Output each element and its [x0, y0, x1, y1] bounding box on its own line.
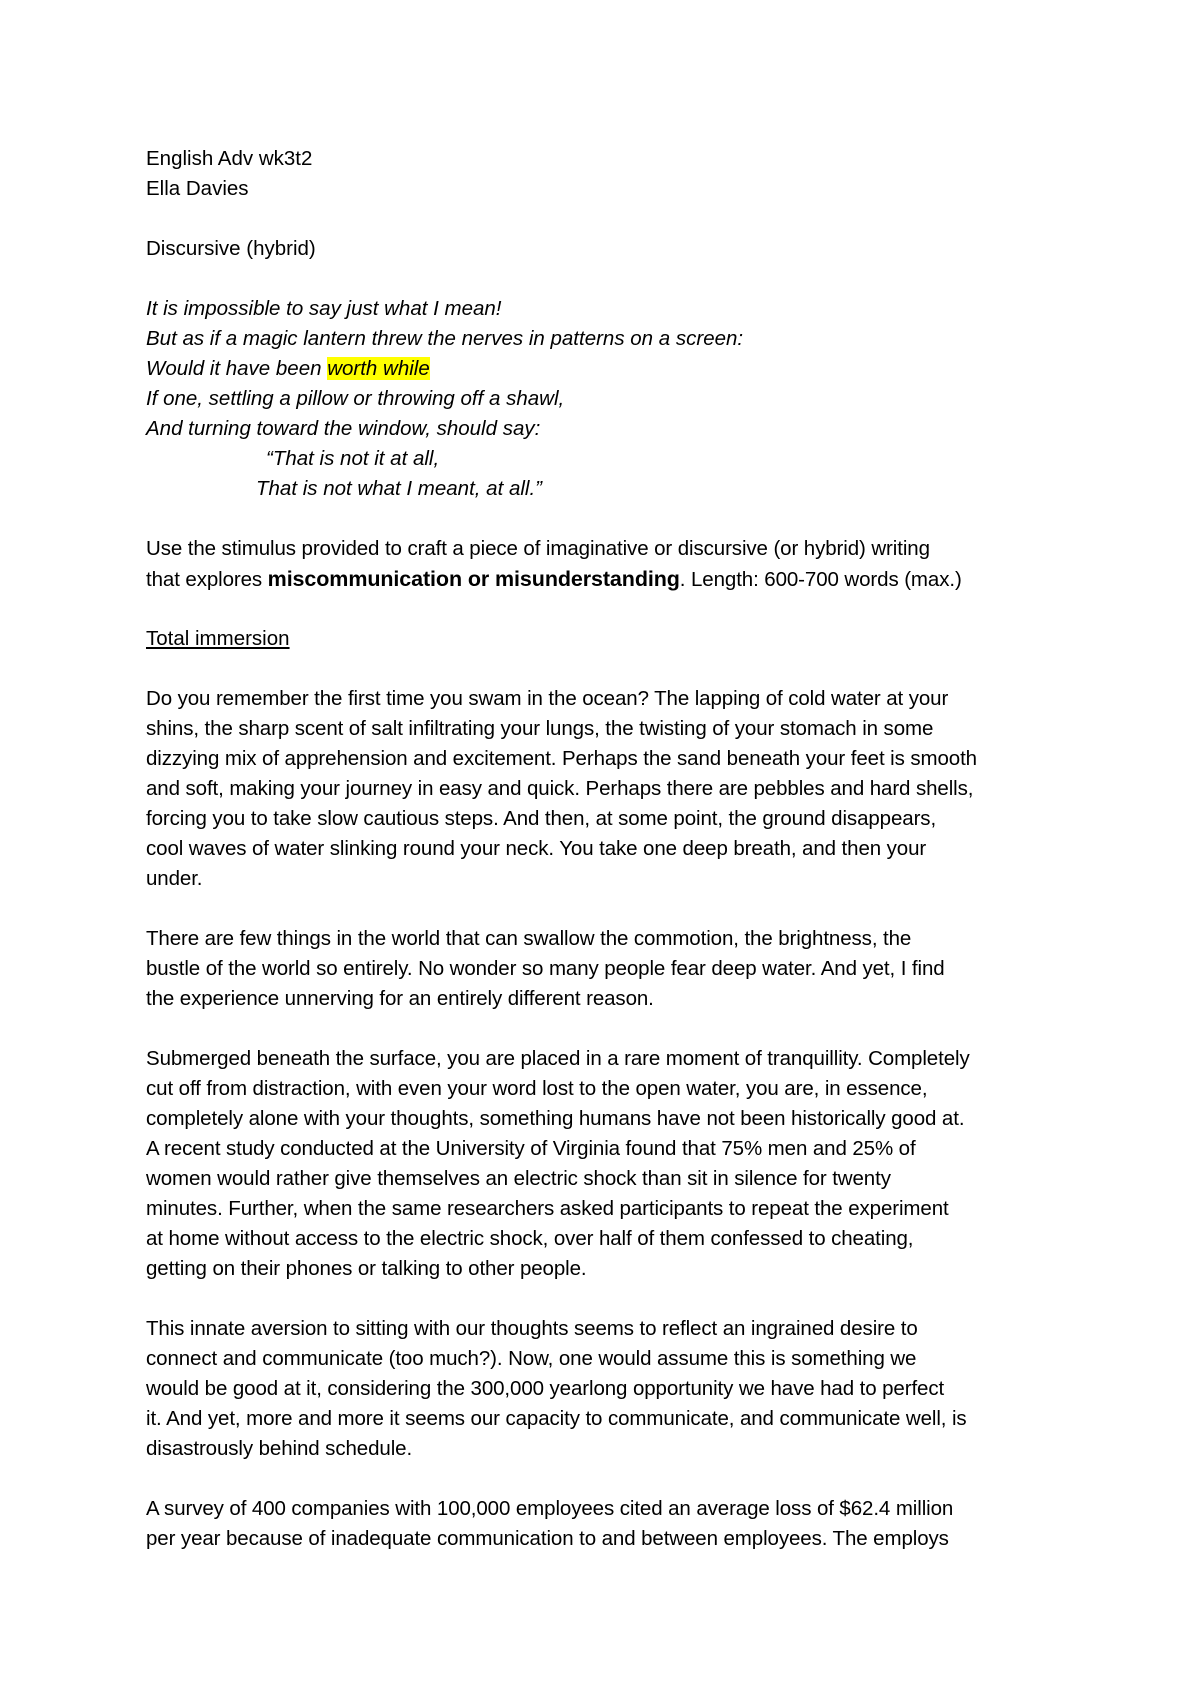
author-name: Ella Davies	[146, 177, 249, 200]
paragraph-line: This innate aversion to sitting with our thoughts seems to reflect an ingrained desire to	[146, 1317, 918, 1340]
paragraph-line: There are few things in the world that can swallow the commotion, the brightness, the	[146, 927, 912, 950]
spacer	[146, 204, 1076, 234]
spacer	[146, 654, 1076, 684]
poem-line: And turning toward the window, should say:	[146, 417, 541, 440]
spacer	[146, 1014, 1076, 1044]
spacer	[146, 594, 1076, 624]
spacer	[146, 1464, 1076, 1494]
poem-line: That is not what I meant, at all.”	[256, 477, 542, 500]
paragraph-line: Do you remember the first time you swam in the ocean? The lapping of cold water at your	[146, 687, 949, 710]
paragraph-line: per year because of inadequate communication to and between employees. The employs	[146, 1527, 949, 1550]
poem-line	[146, 354, 1076, 384]
poem-line: It is impossible to say just what I mean!	[146, 297, 502, 320]
essay-paragraph	[146, 924, 1076, 1014]
poem-line: “That is not it at all,	[266, 447, 440, 470]
paragraph-line: under.	[146, 867, 203, 890]
spacer	[146, 264, 1076, 294]
paragraph-line: A recent study conducted at the University of Virginia found that 75% men and 25% of	[146, 1137, 916, 1160]
paragraph-line: forcing you to take slow cautious steps. And then, at some point, the ground disappears,	[146, 807, 937, 830]
paragraph-line: Submerged beneath the surface, you are placed in a rare moment of tranquillity. Completely	[146, 1047, 970, 1070]
paragraph-line: and soft, making your journey in easy and quick. Perhaps there are pebbles and hard shells,	[146, 777, 974, 800]
task-prompt	[146, 534, 1076, 594]
highlighted-text: worth while	[327, 357, 430, 380]
prompt-text: that explores	[146, 568, 268, 591]
poem-line: If one, settling a pillow or throwing off a shawl,	[146, 387, 565, 410]
course-label: English Adv wk3t2	[146, 147, 313, 170]
poem-line-text: Would it have been	[146, 357, 328, 380]
paragraph-line: cut off from distraction, with even your word lost to the open water, you are, in essence,	[146, 1077, 928, 1100]
poem-line: But as if a magic lantern threw the nerves in patterns on a screen:	[146, 327, 744, 350]
prompt-emphasis: miscommunication or misunderstanding	[267, 567, 680, 591]
paragraph-line: women would rather give themselves an electric shock than sit in silence for twenty	[146, 1167, 891, 1190]
stimulus-poem	[146, 294, 1076, 504]
document-page	[146, 144, 1076, 1554]
task-type: Discursive (hybrid)	[146, 237, 316, 260]
essay-title: Total immersion	[146, 627, 290, 650]
paragraph-line: at home without access to the electric shock, over half of them confessed to cheating,	[146, 1227, 914, 1250]
essay-paragraph	[146, 1314, 1076, 1464]
paragraph-line: completely alone with your thoughts, something humans have not been historically good at.	[146, 1107, 965, 1130]
spacer	[146, 1284, 1076, 1314]
spacer	[146, 504, 1076, 534]
prompt-text: . Length: 600-700 words (max.)	[679, 568, 962, 591]
prompt-line: Use the stimulus provided to craft a piece of imaginative or discursive (or hybrid) writing	[146, 537, 930, 560]
paragraph-line: dizzying mix of apprehension and excitement. Perhaps the sand beneath your feet is smooth	[146, 747, 977, 770]
essay-paragraph	[146, 1044, 1076, 1284]
paragraph-line: the experience unnerving for an entirely different reason.	[146, 987, 654, 1010]
essay-paragraph	[146, 1494, 1076, 1554]
paragraph-line: A survey of 400 companies with 100,000 employees cited an average loss of $62.4 million	[146, 1497, 954, 1520]
paragraph-line: getting on their phones or talking to other people.	[146, 1257, 587, 1280]
paragraph-line: disastrously behind schedule.	[146, 1437, 413, 1460]
paragraph-line: it. And yet, more and more it seems our capacity to communicate, and communicate well, is	[146, 1407, 967, 1430]
paragraph-line: connect and communicate (too much?). Now, one would assume this is something we	[146, 1347, 917, 1370]
prompt-line	[146, 564, 1076, 594]
essay-body	[146, 684, 1076, 1554]
paragraph-line: bustle of the world so entirely. No wonder so many people fear deep water. And yet, I find	[146, 957, 945, 980]
paragraph-line: cool waves of water slinking round your neck. You take one deep breath, and then your	[146, 837, 927, 860]
paragraph-line: would be good at it, considering the 300,000 yearlong opportunity we have had to perfect	[146, 1377, 945, 1400]
paragraph-line: minutes. Further, when the same researchers asked participants to repeat the experiment	[146, 1197, 949, 1220]
essay-paragraph	[146, 684, 1076, 894]
paragraph-line: shins, the sharp scent of salt infiltrating your lungs, the twisting of your stomach in some	[146, 717, 934, 740]
spacer	[146, 894, 1076, 924]
